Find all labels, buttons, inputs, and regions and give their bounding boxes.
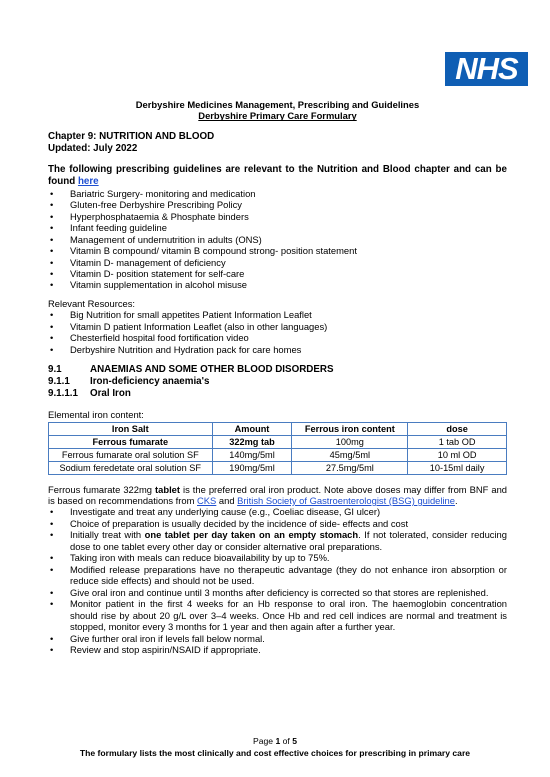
para-text: Ferrous fumarate 322mg [48, 483, 155, 495]
list-item: • Choice of preparation is usually decided by the incidence of side- effects and cost [48, 518, 507, 529]
page-total: 5 [292, 736, 297, 746]
list-item[interactable]: • Vitamin B compound/ vitamin B compound strong- position statement [48, 245, 507, 256]
iron-content-table [48, 422, 507, 475]
list-item[interactable]: • Infant feeding guideline [48, 222, 507, 233]
list-item: • Give oral iron and continue until 3 months after deficiency is corrected so that stores are replenished. [48, 587, 507, 598]
table-cell: Ferrous fumarate oral solution SF [49, 448, 213, 461]
table-header-row [49, 422, 507, 435]
column-header: dose [408, 422, 507, 435]
table-cell: Sodium feredetate oral solution SF [49, 461, 213, 474]
table-cell: 27.5mg/5ml [292, 461, 408, 474]
section-title: Oral Iron [90, 388, 131, 400]
list-item: • Investigate and treat any underlying cause (e.g., Coeliac disease, GI ulcer) [48, 506, 507, 517]
resource-list [48, 309, 507, 355]
page-text: of [280, 736, 293, 746]
column-header: Iron Salt [49, 422, 213, 435]
section-heading-9-1 [48, 364, 507, 376]
list-item: • Review and stop aspirin/NSAID if appropriate. [48, 644, 507, 655]
section-heading-9-1-1 [48, 376, 507, 388]
list-item: • Taking iron with meals can reduce bioavailability by up to 75%. [48, 552, 507, 563]
section-title: ANAEMIAS AND SOME OTHER BLOOD DISORDERS [90, 364, 334, 376]
table-row [49, 448, 507, 461]
section-number: 9.1 [48, 364, 62, 376]
list-item[interactable]: • Vitamin D- position statement for self-care [48, 268, 507, 279]
table-cell: 100mg [292, 435, 408, 448]
list-item [48, 529, 507, 552]
section-number: 9.1.1 [48, 376, 70, 388]
list-item[interactable]: • Hyperphosphataemia & Phosphate binders [48, 211, 507, 222]
column-header: Amount [212, 422, 292, 435]
para-text: and [216, 495, 238, 506]
page-number [0, 736, 550, 746]
table-row [49, 435, 507, 448]
intro-paragraph [48, 164, 507, 188]
list-item[interactable]: • Vitamin supplementation in alcohol misuse [48, 279, 507, 290]
cks-link[interactable]: CKS [197, 495, 217, 506]
list-item[interactable]: • Big Nutrition for small appetites Patient Information Leaflet [48, 309, 507, 320]
preferred-product-paragraph [48, 484, 507, 507]
table-cell: 10 ml OD [408, 448, 507, 461]
para-text: is the preferred oral iron product. Note above doses may differ from BNF and is based on recommendations from [48, 483, 508, 506]
item-text: Initially treat with [70, 529, 145, 541]
chapter-heading: Chapter 9: NUTRITION AND BLOOD [48, 130, 215, 142]
list-item[interactable]: • Vitamin D- management of deficiency [48, 257, 507, 268]
section-heading-9-1-1-1 [48, 388, 507, 400]
list-item: • Modified release preparations have no therapeutic advantage (they do not enhance iron absorption or reduce side effects) and should not be used. [48, 564, 507, 587]
list-item: • Give further oral iron if levels fall below normal. [48, 633, 507, 644]
list-item[interactable]: • Vitamin D patient Information Leaflet (also in other languages) [48, 321, 507, 332]
document-subtitle: Derbyshire Primary Care Formulary [198, 110, 357, 122]
para-text: . [454, 495, 458, 506]
item-bold: one tablet per day taken on an empty stomach [144, 529, 359, 541]
document-body [48, 99, 507, 656]
advice-list [48, 506, 507, 655]
list-item: • Monitor patient in the first 4 weeks for an Hb response to oral iron. The haemoglobin concentration should rise by about 20 g/L over 3–4 weeks. Once Hb and red cell indices are normal and treatment is stopped, monitor every 3 months for 1 year and then again after a further year. [48, 598, 507, 632]
updated-date: Updated: July 2022 [48, 142, 138, 154]
list-item[interactable]: • Bariatric Surgery- monitoring and medication [48, 188, 507, 199]
table-cell: Ferrous fumarate [49, 435, 213, 448]
page-current: 1 [275, 736, 281, 746]
bsg-guideline-link[interactable]: British Society of Gastroenterologist (BSG) guideline [237, 495, 455, 506]
guideline-list [48, 188, 507, 291]
resources-heading: Relevant Resources: [48, 297, 136, 309]
list-item[interactable]: • Management of undernutrition in adults (ONS) [48, 234, 507, 245]
table-cell: 10-15ml daily [408, 461, 507, 474]
table-cell: 45mg/5ml [292, 448, 408, 461]
section-title: Iron-deficiency anaemia's [90, 376, 210, 388]
table-caption: Elemental iron content: [48, 409, 144, 421]
column-header: Ferrous iron content [292, 422, 408, 435]
nhs-logo: NHS [445, 52, 528, 86]
item-text: . If not tolerated, consider reducing dose to one tablet every other day or consider alternative oral preparations. [70, 529, 507, 552]
document-title: Derbyshire Medicines Management, Prescribing and Guidelines [135, 99, 420, 110]
list-item[interactable]: • Chesterfield hospital food fortification video [48, 332, 507, 343]
section-number: 9.1.1.1 [48, 388, 78, 400]
list-item[interactable]: • Gluten-free Derbyshire Prescribing Policy [48, 199, 507, 210]
table-cell: 1 tab OD [408, 435, 507, 448]
page-text: Page [253, 736, 276, 746]
list-item[interactable]: • Derbyshire Nutrition and Hydration pack for care homes [48, 344, 507, 355]
table-row [49, 461, 507, 474]
footer-note: The formulary lists the most clinically and cost effective choices for prescribing in primary care [79, 748, 471, 758]
para-bold: tablet [155, 483, 181, 495]
table-cell: 140mg/5ml [212, 448, 292, 461]
intro-text: The following prescribing guidelines are relevant to the Nutrition and Blood chapter and can be found [48, 163, 507, 187]
table-cell: 190mg/5ml [212, 461, 292, 474]
here-link[interactable]: here [77, 175, 99, 187]
table-cell: 322mg tab [212, 435, 292, 448]
